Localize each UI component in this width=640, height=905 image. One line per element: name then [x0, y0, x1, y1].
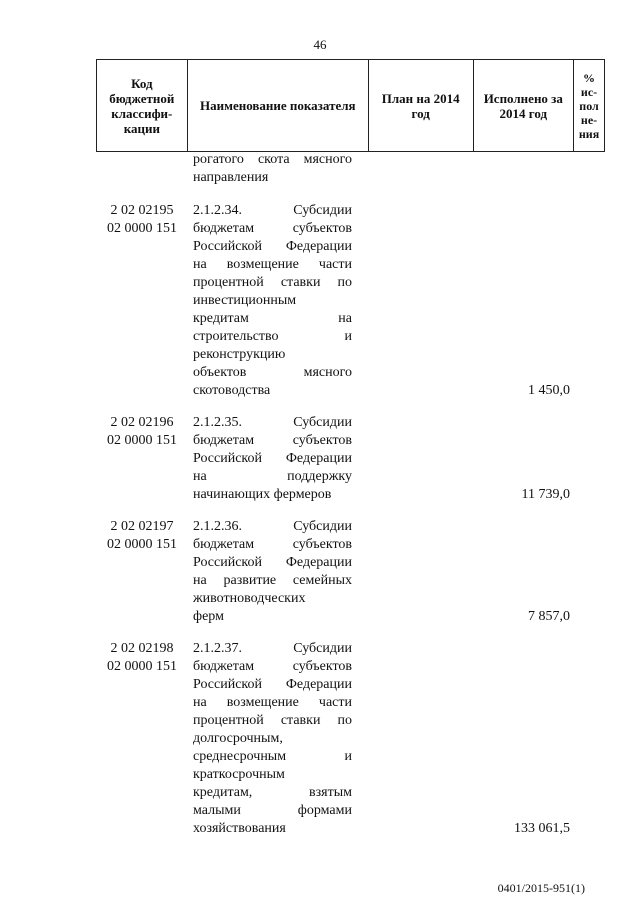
row-code: 2 02 02195 02 0000 151 [107, 203, 177, 236]
name-line: реконструкцию [193, 347, 286, 362]
table-body [0, 151, 640, 838]
header-code: Код бюджетной классифи- кации [97, 60, 188, 151]
name-line: бюджетам субъектов [193, 221, 352, 236]
document-code: 0401/2015-951(1) [497, 881, 585, 895]
table-row [0, 202, 640, 400]
name-line: Российской Федерации [193, 239, 352, 254]
name-line: рогатого скота мясного [193, 152, 352, 167]
table-row [0, 151, 640, 187]
name-line: строительство и [193, 329, 352, 344]
page-number: 46 [313, 37, 327, 52]
name-line: краткосрочным [193, 767, 285, 782]
name-line: объектов мясного [193, 365, 352, 380]
table-row [0, 518, 640, 626]
name-line: бюджетам субъектов [193, 659, 352, 674]
table-row [0, 414, 640, 504]
name-line: бюджетам субъектов [193, 537, 352, 552]
name-line: на развитие семейных [193, 573, 352, 588]
name-line: на возмещение части [193, 695, 352, 710]
header-percent: % ис- пол не- ния [578, 70, 600, 141]
row-name [193, 518, 352, 626]
name-line: Российской Федерации [193, 555, 352, 570]
name-line: направления [193, 170, 269, 185]
name-line: процентной ставки по [193, 713, 352, 728]
header-plan: План на 2014 год [369, 60, 474, 151]
name-line: на поддержку [193, 469, 352, 484]
name-line: малыми формами [193, 803, 352, 818]
name-line: хозяйствования [193, 821, 286, 836]
row-name [193, 640, 352, 838]
name-line: Российской Федерации [193, 677, 352, 692]
name-line: ферм [193, 609, 224, 624]
row-name [193, 151, 352, 187]
row-amount: 1 450,0 [528, 383, 570, 398]
row-amount: 11 739,0 [521, 487, 570, 502]
header-executed: Исполнено за 2014 год [474, 60, 575, 151]
name-line: бюджетам субъектов [193, 433, 352, 448]
table-header [96, 59, 605, 152]
name-line: инвестиционным [193, 293, 297, 308]
name-line: среднесрочным и [193, 749, 352, 764]
row-amount: 133 061,5 [514, 821, 570, 836]
name-line: на возмещение части [193, 257, 352, 272]
name-line: кредитам, взятым [193, 785, 352, 800]
name-line: скотоводства [193, 383, 271, 398]
name-line: 2.1.2.36. Субсидии [193, 519, 352, 534]
row-name [193, 202, 352, 400]
row-code: 2 02 02196 02 0000 151 [107, 415, 177, 448]
name-line: животноводческих [193, 591, 306, 606]
name-line: 2.1.2.34. Субсидии [193, 203, 352, 218]
row-code: 2 02 02198 02 0000 151 [107, 641, 177, 674]
name-line: 2.1.2.37. Субсидии [193, 641, 352, 656]
table-row [0, 640, 640, 838]
name-line: долгосрочным, [193, 731, 283, 746]
name-line: начинающих фермеров [193, 487, 332, 502]
name-line: 2.1.2.35. Субсидии [193, 415, 352, 430]
name-line: Российской Федерации [193, 451, 352, 466]
name-line: кредитам на [193, 311, 352, 326]
header-name: Наименование показателя [188, 60, 369, 151]
row-code: 2 02 02197 02 0000 151 [107, 519, 177, 552]
name-line: процентной ставки по [193, 275, 352, 290]
row-amount: 7 857,0 [528, 609, 570, 624]
row-name [193, 414, 352, 504]
